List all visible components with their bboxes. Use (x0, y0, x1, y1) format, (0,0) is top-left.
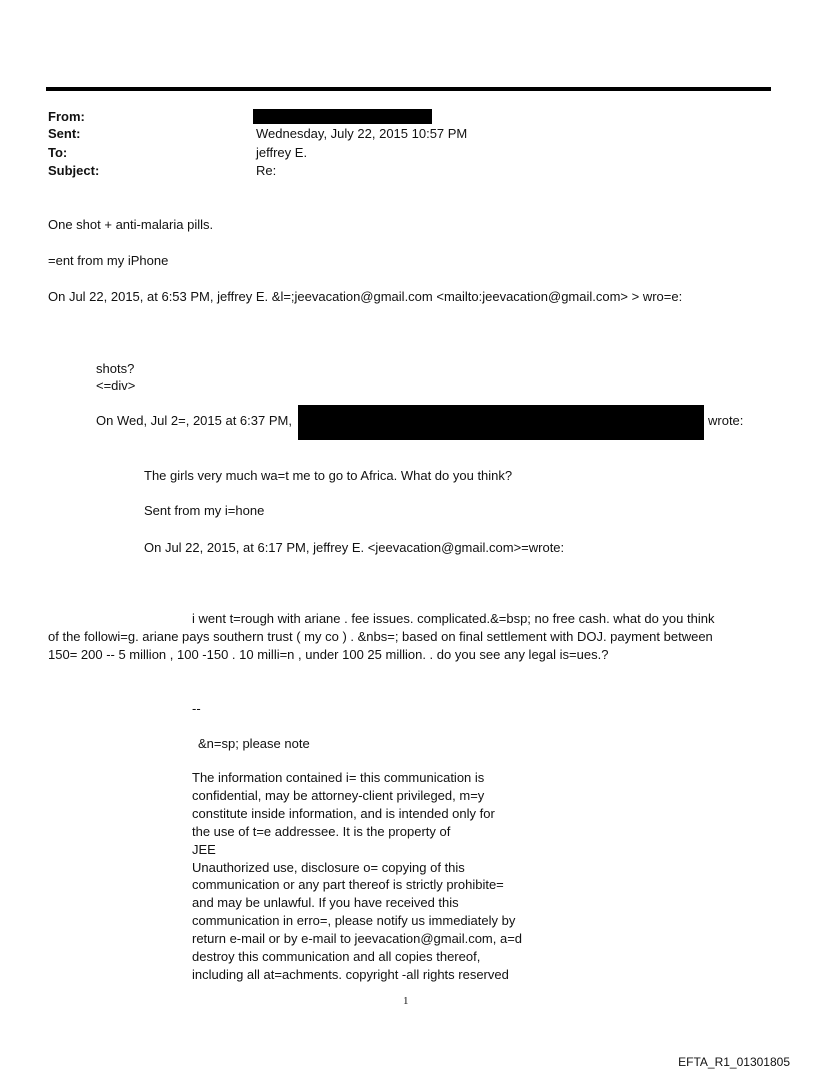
sender-redaction (298, 405, 704, 440)
disclaimer-line: constitute inside information, and is intended only for (192, 805, 495, 821)
disclaimer-line: the use of t=e addressee. It is the property of (192, 823, 451, 839)
disclaimer-line: JEE (192, 841, 216, 857)
paragraph-line-2: of the followi=g. ariane pays southern trust ( my co ) . &nbs=; based on final settlement with DOJ. payment between (48, 629, 713, 644)
subject-value: Re: (256, 163, 277, 178)
from-redaction (253, 109, 432, 124)
div-tag-text: <=div> (96, 378, 136, 393)
quote-header-1: On Jul 22, 2015, at 6:53 PM, jeffrey E. &l=;jeevacation@gmail.com <mailto:jeevacation@gmail.com> > wro=e: (48, 289, 683, 304)
sent-from-iphone-2: Sent from my i=hone (144, 503, 265, 518)
disclaimer-line: and may be unlawful. If you have received this (192, 895, 459, 911)
disclaimer-line: communication in erro=, please notify us immediately by (192, 913, 516, 929)
girls-text: The girls very much wa=t me to go to Africa. What do you think? (144, 468, 513, 483)
sent-from-iphone: =ent from my iPhone (48, 253, 169, 268)
disclaimer-line: return e-mail or by e-mail to jeevacation@gmail.com, a=d (192, 931, 523, 947)
sent-value: Wednesday, July 22, 2015 10:57 PM (256, 126, 468, 141)
subject-label: Subject: (48, 163, 100, 178)
page-number: 1 (403, 995, 409, 1007)
quote-header-3: On Jul 22, 2015, at 6:17 PM, jeffrey E. <jeevacation@gmail.com>=wrote: (144, 540, 565, 555)
signature-dashes: -- (192, 701, 201, 716)
to-value: jeffrey E. (256, 145, 308, 160)
disclaimer-line: destroy this communication and all copies thereof, (192, 949, 481, 965)
please-note: &n=sp; please note (198, 736, 310, 751)
sent-label: Sent: (48, 126, 81, 141)
disclaimer-line: communication or any part thereof is strictly prohibite= (192, 877, 504, 893)
paragraph-line-1: i went t=rough with ariane . fee issues. complicated.&=bsp; no free cash. what do you think (192, 611, 715, 626)
disclaimer-line: The information contained i= this communication is (192, 770, 485, 785)
disclaimer-line: Unauthorized use, disclosure o= copying of this (192, 859, 465, 875)
from-label: From: (48, 109, 85, 124)
disclaimer-line: confidential, may be attorney-client privileged, m=y (192, 787, 485, 803)
header-divider-rule (46, 87, 771, 91)
to-label: To: (48, 145, 68, 160)
paragraph-line-3: 150= 200 -- 5 million , 100 -150 . 10 milli=n , under 100 25 million. . do you see any legal is=ues.? (48, 647, 609, 662)
wrote-text: wrote: (708, 413, 744, 428)
disclaimer-line: including all at=achments. copyright -all rights reserved (192, 966, 509, 982)
confidentiality-disclaimer (192, 769, 552, 984)
quote-header-2: On Wed, Jul 2=, 2015 at 6:37 PM, (96, 413, 292, 428)
shots-text: shots? (96, 361, 135, 376)
reply-text: One shot + anti-malaria pills. (48, 217, 214, 232)
document-id: EFTA_R1_01301805 (678, 1055, 790, 1069)
